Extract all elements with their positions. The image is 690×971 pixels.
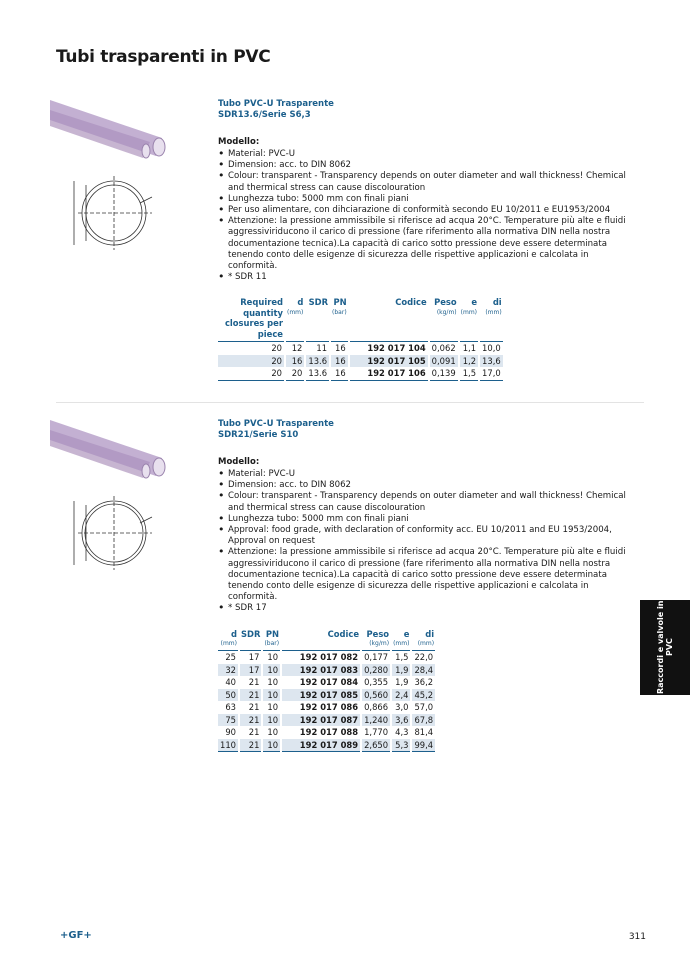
table-cell: 5,3 [392,739,410,753]
table-cell: 192 017 104 [367,343,426,354]
table-cell: 50 [218,689,238,702]
column-header: e (mm) [392,629,410,652]
table-cell: 0,139 [430,367,458,381]
spec-item: • Colour: transparent - Transparency depends on outer diameter and wall thickness! Chemical and thermical stress can cause discolouration [218,171,638,193]
table-cell: 192 017 088 [299,727,359,738]
table-cell: 192 017 085 [282,689,360,702]
table-cell: 3,0 [395,702,409,713]
table-row [218,726,435,739]
spec-item: • Lunghezza tubo: 5000 mm con finali piani [218,514,638,525]
table-cell: 32 [218,664,238,677]
table-row [218,739,435,753]
table-cell: 10 [263,689,280,702]
table-cell: 192 017 086 [299,702,359,713]
table-cell: 2,4 [392,689,410,702]
page-number: 311 [628,932,646,942]
table-cell: 36,2 [414,677,434,688]
product-title: Tubo PVC-U Trasparente [218,419,334,429]
table-cell: 1,1 [462,343,477,354]
table-cell: 16 [331,367,348,381]
spec-item: • Lunghezza tubo: 5000 mm con finali piani [218,194,638,205]
table-cell: 25 [225,652,236,663]
table-cell: 99,4 [412,739,435,753]
spec-item: • * SDR 11 [218,272,638,283]
table-cell: 20 [218,355,284,368]
cross-section-drawing-icon [74,496,152,570]
table-cell: 13,6 [482,355,501,366]
table-cell: 192 017 089 [282,739,360,753]
column-header: Peso (kg/m) [430,297,458,342]
table-cell: 192 017 082 [299,652,359,663]
spec-item: • Material: PVC-U [218,149,638,160]
table-cell: 0,062 [431,343,456,354]
table-cell: 1,9 [395,677,409,688]
model-label: Modello: [218,457,260,467]
product-subtitle: SDR13.6/Serie S6,3 [218,110,311,120]
table-cell: 0,280 [364,664,389,675]
table-cell: 10 [263,664,280,677]
table-cell: 0,091 [431,355,456,366]
column-header: Codice [282,629,360,652]
table-cell: 192 017 083 [282,664,360,677]
table-cell: 67,8 [414,714,434,725]
pipe-photo [48,418,168,582]
table-cell: 2,650 [362,739,390,753]
spec-list [218,469,638,615]
column-header: PN (bar) [263,629,280,652]
table-cell: 20 [286,367,304,381]
table-cell: 10 [267,702,279,713]
table-cell: 10,0 [482,343,501,354]
table-row [218,367,503,381]
spec-item: • Approval: food grade, with declaration of conformity acc. EU 10/2011 and EU 1953/2004, Approval on request [218,525,638,547]
table-cell: 17,0 [480,367,503,381]
spec-item: • Colour: transparent - Transparency depends on outer diameter and wall thickness! Chemical and thermical stress can cause discolouration [218,491,638,513]
table-cell: 192 017 084 [299,677,359,688]
table-cell: 12 [291,343,303,354]
table-cell: 13.6 [306,367,329,381]
pipe-image-icon [50,420,165,478]
product-section [218,419,638,752]
spec-item: • Dimension: acc. to DIN 8062 [218,480,638,491]
table-cell: 192 017 106 [350,367,428,381]
pipe-image-icon [50,100,165,158]
table-row [218,651,435,664]
spec-item: • Material: PVC-U [218,469,638,480]
table-cell: 16 [335,343,346,354]
column-header: Required quantity closures per piece [218,297,284,342]
column-header: di (mm) [412,629,435,652]
side-tab-category[interactable]: Raccordi e valvole in PVC [640,600,690,695]
table-cell: 75 [218,714,238,727]
table-cell: 20 [271,343,282,354]
table-cell: 17 [240,664,261,677]
column-header: d (mm) [286,297,304,342]
column-header: d (mm) [218,629,238,652]
table-cell: 3,6 [392,714,410,727]
table-cell: 1,2 [460,355,478,368]
table-row [218,355,503,368]
table-cell: 81,4 [414,727,434,738]
column-header: Peso (kg/m) [362,629,390,652]
table-row [218,342,503,355]
gf-logo: +GF+ [60,930,92,941]
table-cell: 21 [248,727,260,738]
table-cell: 10 [267,727,279,738]
product-table [216,629,437,753]
table-cell: 13.6 [308,355,328,366]
table-cell: 0,177 [364,652,389,663]
spec-item: • Attenzione: la pressione ammissibile si riferisce ad acqua 20°C. Temperature più alte e fluidi aggressiviriducono il carico di pressione (fare riferimento alla normativa DIN nella nostra documentazione tecnica).La capacità di carico sotto pressione deve essere determinata tenendo conto delle esigenze di sicurezza delle rispettive applicazioni e calcolata in conformità. [218,547,638,603]
table-cell: 10 [267,677,279,688]
table-cell: 11 [316,343,328,354]
table-row [218,714,435,727]
table-cell: 21 [240,689,261,702]
product-table [216,297,505,381]
table-row [218,701,435,714]
table-cell: 192 017 105 [350,355,428,368]
table-cell: 21 [248,677,260,688]
spec-item: • Attenzione: la pressione ammissibile si riferisce ad acqua 20°C. Temperature più alte e fluidi aggressiviriducono il carico di pressione (fare riferimento alla normativa DIN nella nostra documentazione tecnica).La capacità di carico sotto pressione deve essere determinata tenendo conto delle esigenze di sicurezza delle rispettive applicazioni e calcolata in conformità. [218,216,638,272]
table-cell: 63 [225,702,236,713]
table-cell: 10 [263,714,280,727]
column-header: PN (bar) [331,297,348,342]
column-header: e (mm) [460,297,478,342]
table-cell: 10 [267,652,279,663]
table-cell: 1,240 [364,714,389,725]
spec-item: • * SDR 17 [218,603,638,614]
table-cell: 1,5 [460,367,478,381]
table-cell: 21 [240,714,261,727]
table-cell: 1,5 [395,652,409,663]
table-cell: 21 [248,702,260,713]
table-cell: 16 [286,355,304,368]
table-cell: 17 [248,652,260,663]
table-cell: 0,866 [364,702,389,713]
model-label: Modello: [218,137,260,147]
table-cell: 0,560 [364,689,389,700]
table-cell: 57,0 [414,702,434,713]
table-cell: 45,2 [414,689,434,700]
table-cell: 4,3 [395,727,409,738]
table-cell: 21 [240,739,261,753]
table-cell: 28,4 [414,664,434,675]
product-title: Tubo PVC-U Trasparente [218,99,334,109]
pipe-photo [48,98,168,262]
spec-list [218,149,638,283]
column-header: SDR [306,297,329,342]
spec-item: • Per uso alimentare, con dihciarazione di conformità secondo EU 10/2011 e EU1953/2004 [218,205,638,216]
table-row [218,664,435,677]
table-row [218,676,435,689]
column-header: Codice [350,297,428,342]
cross-section-drawing-icon [74,176,152,250]
product-subtitle: SDR21/Serie S10 [218,430,299,440]
table-cell: 10 [263,739,280,753]
table-cell: 40 [225,677,236,688]
table-cell: 20 [218,367,284,381]
table-cell: 1,770 [364,727,389,738]
table-cell: 1,9 [392,664,410,677]
product-section [218,99,638,381]
table-cell: 110 [218,739,238,753]
table-row [218,689,435,702]
divider [56,402,644,403]
table-cell: 22,0 [414,652,434,663]
table-cell: 192 017 087 [282,714,360,727]
table-cell: 0,355 [364,677,389,688]
page-title: Tubi trasparenti in PVC [56,47,271,67]
spec-item: • Dimension: acc. to DIN 8062 [218,160,638,171]
table-cell: 16 [331,355,348,368]
column-header: di (mm) [480,297,503,342]
table-cell: 90 [225,727,236,738]
column-header: SDR [240,629,261,652]
